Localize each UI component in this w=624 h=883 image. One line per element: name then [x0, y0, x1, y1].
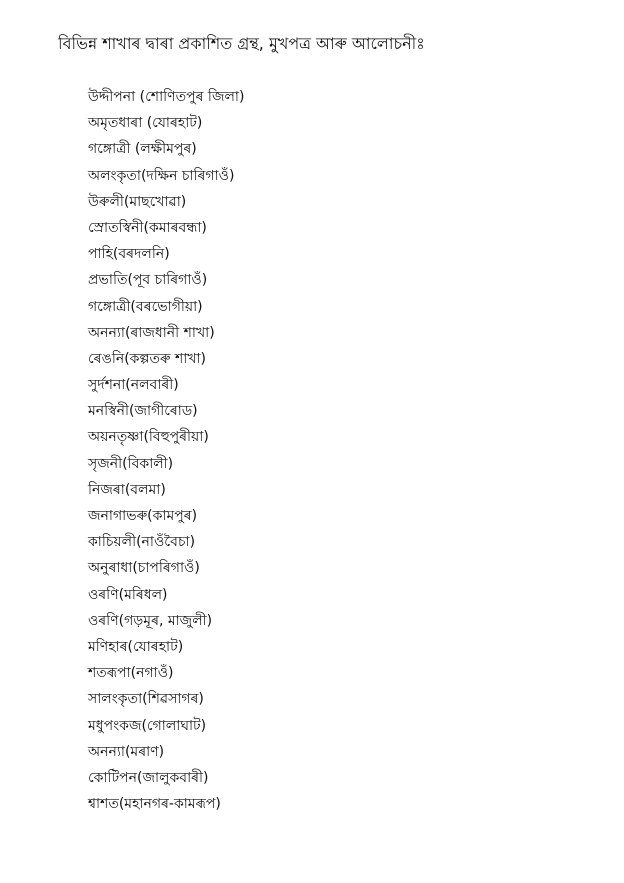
list-item: মনস্বিনী(জাগীৰোড): [88, 403, 198, 420]
page-heading: বিভিন্ন শাখাৰ দ্বাৰা প্ৰকাশিত গ্ৰন্থ, মুখপত্ৰ আৰু আলোচনীঃ: [58, 34, 425, 53]
list-item: অয়নতৃষ্ণা(বিহুপুৰীয়া): [88, 429, 209, 446]
list-item: গঙ্গোত্ৰী(বৰভোগীয়া): [88, 298, 203, 315]
list-item: শতৰূপা(নগাওঁ): [88, 665, 174, 682]
list-item: অমৃতধাৰা (যোৰহাট): [88, 115, 203, 132]
list-item: জনাগাভৰু(কামপুৰ): [88, 508, 198, 524]
list-item: নিজৰা(বলমা): [88, 481, 166, 498]
list-item: অনুৰাধা(চাপৰিগাওঁ): [88, 560, 200, 577]
list-item: সালংকৃতা(শিৱসাগৰ): [88, 691, 204, 708]
list-item: অনন্যা(মৰাণ): [88, 743, 165, 760]
list-item: উৰুলী(মাছখোৱা): [88, 193, 187, 210]
list-item: অলংকৃতা(দক্ষিন চাৰিগাওঁ): [88, 167, 235, 184]
list-item: পাহি(বৰদলনি): [88, 246, 170, 263]
list-item: সুৰ্দশনা(নলবাৰী): [88, 377, 179, 394]
list-item: কাচিয়লী(নাওঁবৈচা): [88, 534, 196, 551]
list-item: ওৰণি(মৰিধল): [88, 586, 168, 603]
list-item: শ্বাশত(মহানগৰ-কামৰূপ): [88, 796, 221, 813]
list-item: মণিহাৰ(যোৰহাট): [88, 638, 184, 655]
list-item: প্ৰভাতি(পূব চাৰিগাওঁ): [88, 272, 208, 289]
list-item: কোটিপন(জালুকবাৰী): [88, 769, 209, 786]
list-item: সৃজনী(বিকালী): [88, 455, 174, 472]
list-item: উদ্দীপনা (শোণিতপুৰ জিলা): [88, 89, 245, 105]
list-item: ওৰণি(গড়মূৰ, মাজুলী): [88, 612, 213, 629]
list-item: গঙ্গোত্ৰী (লক্ষীমপুৰ): [88, 141, 197, 158]
list-item: মধুপংকজ(গোলাঘাট): [88, 717, 207, 734]
list-item: স্ৰোতস্বিনী(কমাৰবন্ধা): [88, 219, 207, 236]
list-item: ৰেঙনি(কল্পতৰু শাখা): [88, 350, 206, 367]
publication-list: [88, 86, 244, 819]
list-item: অনন্যা(ৰাজধানী শাখা): [88, 324, 215, 341]
